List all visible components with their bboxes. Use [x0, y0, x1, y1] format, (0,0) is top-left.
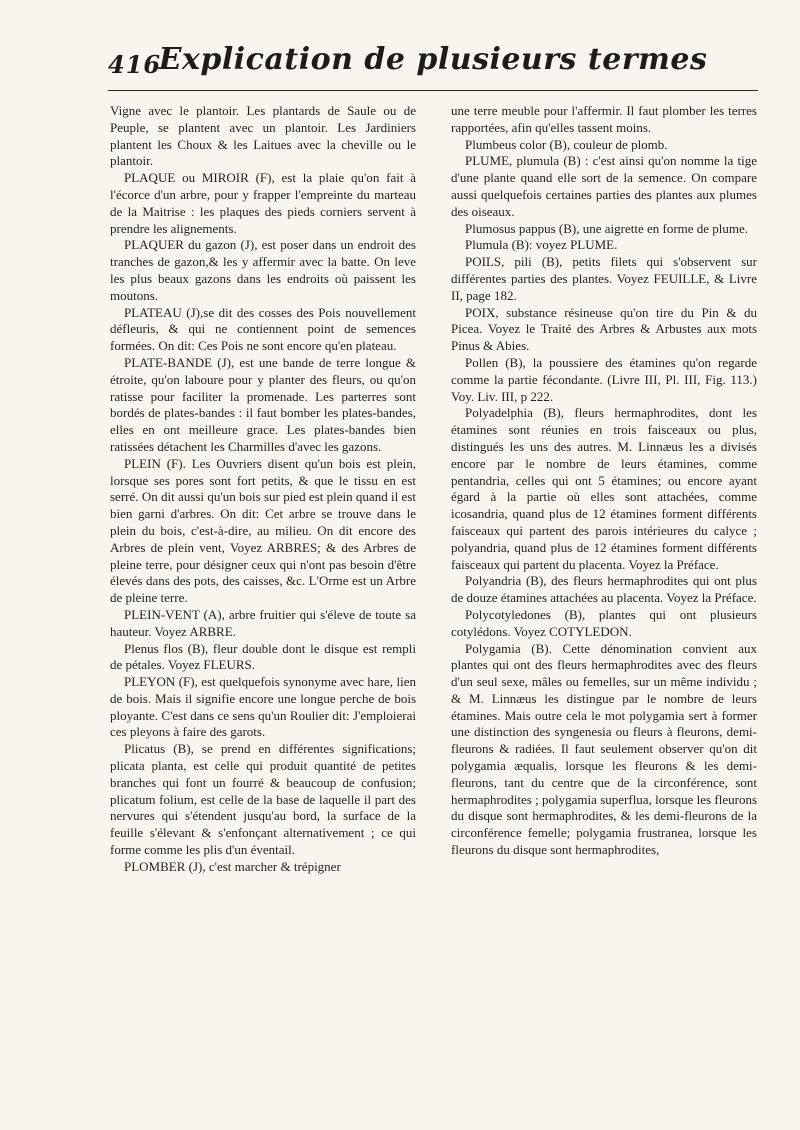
paragraph: Vigne avec le plantoir. Les plantards de Saule ou de Peuple, se plantent avec un plantoir. Les Jardiniers plantent les Choux & les Laitues avec la cheville ou le plantoir. — [110, 103, 416, 169]
left-column — [110, 103, 416, 876]
entry-plume: PLUME, plumula (B) : c'est ainsi qu'on nomme la tige d'une plante quand elle sort de la semence. On compare aussi quelquefois certaines parties des plantes aux plumes des oiseaux. — [451, 153, 757, 219]
entry-plomber: PLOMBER (J), c'est marcher & trépigner — [124, 858, 341, 874]
running-title: Explication de plusieurs termes — [158, 42, 708, 77]
paragraph: une terre meuble pour l'affermir. Il faut plomber les terres rapportées, afin qu'elles tassent moins. — [451, 103, 757, 135]
entry-plicatus: Plicatus (B), se prend en différentes significations; plicata planta, est celle qui produit quantité de petites branches qui font un fourré & beaucoup de confusion; plicatum folium, est celle de la base de laquelle il part des nervures qui s'étendent jusqu'au bord, la surface de la feuille s'élevant & s'enfonçant alternativement ; ce qui forme comme les plis d'un éventail. — [110, 741, 416, 858]
page-number: 416 — [108, 50, 162, 79]
entry-pollen: Pollen (B), la poussiere des étamines qu'on regarde comme la partie fécondante. (Livre III, Pl. III, Fig. 113.) Voy. Liv. III, p 222. — [451, 354, 757, 404]
entry-polyandria: Polyandria (B), des fleurs hermaphrodites qui ont plus de douze étamines attachées au placenta. Voyez la Préface. — [451, 573, 757, 606]
entry-polycotyledones: Polycotyledones (B), plantes qui ont plusieurs cotylédons. Voyez COTYLEDON. — [451, 606, 757, 639]
entry-plate-bande: PLATE-BANDE (J), est une bande de terre longue & étroite, qu'on laboure pour y planter des fleurs, ou qu'on ratisse pour faciliter la promenade. Les parterres sont bordés de plates-bandes : il faut bomber les plates-bandes, elles en ont meilleure grace. Les plates-bandes bien ratissées détachent les Charmilles d'avec les gazons. — [110, 354, 416, 454]
entry-polygamia: Polygamia (B). Cette dénomination convient aux plantes qui ont des fleurs hermaphrodites avec des fleurs d'un seul sexe, mâles ou femelles, sur un même individu ; & M. Linnæus les distingue par le nombre de leurs étamines. Mais outre cela le mot polygamia sert à former une distinction des syngenesia ou fleurs à fleurons, demi-fleurons & radiées. Il faut seulement observer qu'on dit polygamia æqualis, lorsque les fleurons & les demi-fleurons, tant du centre que de la circonférence, sont hermaphrodites ; polygamia superflua, lorsque les fleurons du disque sont hermaphrodites, & les demi-fleurons de la circonférence femelle; polygamia frustranea, lorsque les fleurons du disque sont hermaphrodites, — [451, 640, 757, 858]
entry-plumosus-pappus: Plumosus pappus (B), une aigrette en forme de plume. — [465, 220, 749, 236]
entry-poix: POIX, substance résineuse qu'on tire du Pin & du Picea. Voyez le Traité des Arbres & Arbustes aux mots Pinus & Abies. — [451, 304, 757, 354]
entry-plateau: PLATEAU (J),se dit des cosses des Pois nouvellement défleuris, & qui ne contiennent point de semences formées. On dit: Ces Pois ne sont encore qu'en plateau. — [110, 304, 416, 354]
entry-polyadelphia: Polyadelphia (B), fleurs hermaphrodites, dont les étamines sont réunies en trois faisceaux ou plus, distingués les uns des autres. M. Linnæus les a divisés encore par le nombre de leurs étamines, comme pentandria, celles qui ont 5 étamines; ou encore ayant égard à la partie où elles sont attachées, comme icosandria, quand plus de 12 étamines forment différents faisceaux qui partent des parois intérieures du calyce ; polyandria, quand plus de 12 étamines forment différents faisceaux qui partent du placenta. Voyez la Préface. — [451, 405, 757, 572]
entry-poils: POILS, pili (B), petits filets qui s'observent sur différentes parties des plantes. Voyez FEUILLE, & Livre II, page 182. — [451, 254, 757, 303]
right-column — [451, 103, 757, 859]
entry-plaquer: PLAQUER du gazon (J), est poser dans un endroit des tranches de gazon,& les y affermir avec la batte. On leve les plus beaux gazons dans les endroits où paissent les moutons. — [110, 237, 416, 303]
header-rule — [108, 90, 758, 91]
entry-plumula: Plumula (B): voyez PLUME. — [465, 237, 618, 253]
entry-plein: PLEIN (F). Les Ouvriers disent qu'un bois est plein, lorsque ses pores sont fort petits, & que le tissu en est serré. On dit aussi qu'un bois sur pied est plein quand il est bien garni d'arbres. On dit: Cet arbre se trouve dans le plein du bois, c'est-à-dire, au milieu. On dit encore des Arbres de plein vent, Voyez ARBRES; & des Arbres de pleine terre, pour désigner ceux qui n'ont pas besoin d'être élevés dans des pots, des caisses, &c. L'Orme est un Arbre de pleine terre. — [110, 455, 416, 606]
entry-plenus-flos: Plenus flos (B), fleur double dont le disque est rempli de pétales. Voyez FLEURS. — [110, 640, 416, 673]
entry-plumbeus-color: Plumbeus color (B), couleur de plomb. — [465, 136, 668, 152]
entry-pleyon: PLEYON (F), est quelquefois synonyme avec hare, lien de bois. Mais il signifie encore une longue perche de bois ployante. C'est dans ce sens qu'un Roulier dit: J'emploierai ces pleyons à faire des garots. — [110, 674, 416, 740]
entry-plaque: PLAQUE ou MIROIR (F), est la plaie qu'on fait à l'écorce d'un arbre, pour y frapper l'empreinte du marteau de la Maitrise : les plaques des pieds corniers servent à prendre les alignements. — [110, 170, 416, 236]
entry-plein-vent: PLEIN-VENT (A), arbre fruitier qui s'éleve de toute sa hauteur. Voyez ARBRE. — [110, 606, 416, 639]
